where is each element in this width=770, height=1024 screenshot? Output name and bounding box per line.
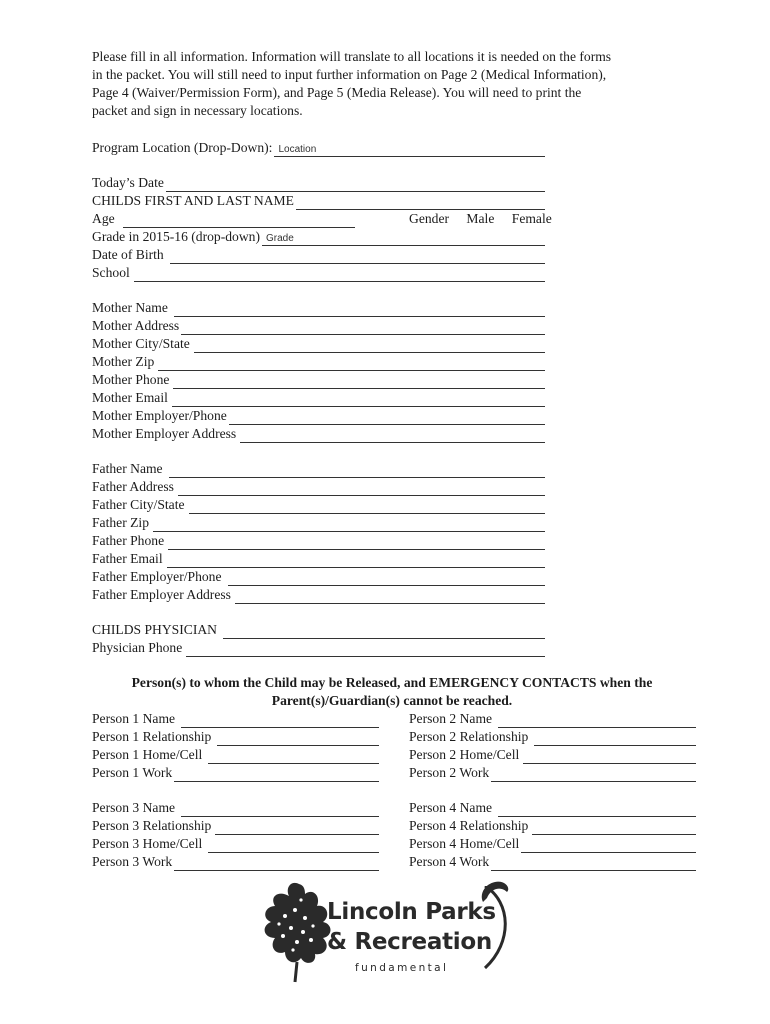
mother-zip-label: Mother Zip	[92, 354, 155, 369]
father-email-label: Father Email	[92, 551, 163, 566]
person2-work-field[interactable]	[491, 768, 696, 782]
person2-relationship-row	[409, 728, 696, 746]
grade-row	[92, 228, 545, 246]
mother-employer-address-label: Mother Employer Address	[92, 426, 237, 441]
father-email-field[interactable]	[167, 554, 545, 568]
physician-label: CHILDS PHYSICIAN	[92, 622, 217, 637]
person1-relationship-label: Person 1 Relationship	[92, 729, 212, 744]
person3-name-label: Person 3 Name	[92, 800, 176, 815]
person3-home-label: Person 3 Home/Cell	[92, 836, 203, 851]
person3-relationship-field[interactable]	[215, 821, 379, 835]
person4-relationship-field[interactable]	[532, 821, 696, 835]
father-employer-address-row	[92, 586, 545, 604]
mother-zip-row	[92, 353, 545, 371]
child-name-field[interactable]	[296, 196, 545, 210]
mother-employer-phone-row	[92, 407, 545, 425]
person4-work-field[interactable]	[491, 857, 696, 871]
grade-dropdown[interactable]	[262, 232, 545, 246]
person4-relationship-row	[409, 817, 696, 835]
person2-home-field[interactable]	[523, 750, 696, 764]
mother-email-row	[92, 389, 545, 407]
father-city-field[interactable]	[189, 500, 545, 514]
school-field[interactable]	[134, 268, 545, 282]
mother-phone-field[interactable]	[173, 375, 545, 389]
person1-work-row	[92, 764, 379, 782]
person1-work-field[interactable]	[174, 768, 379, 782]
logo-tagline: fundamental	[355, 962, 449, 974]
gender-options	[409, 210, 552, 228]
person2-home-row	[409, 746, 696, 764]
instructions-line: Page 4 (Waiver/Permission Form), and Page 5 (Media Release). You will need to print the	[92, 85, 582, 100]
father-city-label: Father City/State	[92, 497, 185, 512]
person4-work-row	[409, 853, 696, 871]
mother-employer-phone-field[interactable]	[229, 411, 545, 425]
grade-label: Grade in 2015-16 (drop-down)	[92, 229, 260, 244]
instructions-line: Please fill in all information. Information will translate to all locations it is needed on the forms	[92, 49, 612, 64]
person1-home-field[interactable]	[208, 750, 379, 764]
person1-name-row	[92, 710, 379, 728]
person2-relationship-field[interactable]	[534, 732, 696, 746]
physician-phone-field[interactable]	[186, 643, 545, 657]
father-zip-field[interactable]	[153, 518, 545, 532]
father-employer-address-label: Father Employer Address	[92, 587, 231, 602]
father-address-row	[92, 478, 545, 496]
school-label: School	[92, 265, 130, 280]
father-employer-address-field[interactable]	[235, 590, 545, 604]
emergency-contacts-heading	[92, 674, 692, 710]
person2-work-label: Person 2 Work	[409, 765, 490, 780]
school-row	[92, 264, 545, 282]
gender-label: Gender	[409, 211, 450, 226]
mother-name-row	[92, 299, 545, 317]
person4-name-field[interactable]	[498, 803, 696, 817]
logo-title-line2: & Recreation	[327, 929, 492, 955]
person4-home-row	[409, 835, 696, 853]
father-phone-label: Father Phone	[92, 533, 165, 548]
program-location-label: Program Location (Drop-Down):	[92, 140, 273, 155]
gender-female-option[interactable]: Female	[511, 211, 552, 226]
age-field[interactable]	[123, 214, 355, 228]
mother-employer-address-row	[92, 425, 545, 443]
mother-phone-row	[92, 371, 545, 389]
father-employer-phone-row	[92, 568, 545, 586]
mother-address-field[interactable]	[181, 321, 545, 335]
person2-home-label: Person 2 Home/Cell	[409, 747, 520, 762]
person3-home-row	[92, 835, 379, 853]
mother-employer-phone-label: Mother Employer/Phone	[92, 408, 227, 423]
mother-address-label: Mother Address	[92, 318, 180, 333]
dob-row	[92, 246, 545, 264]
father-name-row	[92, 460, 545, 478]
father-employer-phone-label: Father Employer/Phone	[92, 569, 222, 584]
mother-email-label: Mother Email	[92, 390, 168, 405]
program-location-dropdown[interactable]	[274, 143, 545, 157]
todays-date-row	[92, 174, 545, 192]
father-employer-phone-field[interactable]	[228, 572, 546, 586]
mother-city-row	[92, 335, 545, 353]
father-zip-label: Father Zip	[92, 515, 150, 530]
person3-name-field[interactable]	[181, 803, 379, 817]
mother-city-field[interactable]	[194, 339, 545, 353]
mother-address-row	[92, 317, 545, 335]
person4-home-label: Person 4 Home/Cell	[409, 836, 520, 851]
mother-name-label: Mother Name	[92, 300, 168, 315]
dob-label: Date of Birth	[92, 247, 164, 262]
mother-city-label: Mother City/State	[92, 336, 190, 351]
person3-work-field[interactable]	[174, 857, 379, 871]
father-name-label: Father Name	[92, 461, 163, 476]
grade-value: Grade	[266, 233, 294, 244]
child-name-row	[92, 192, 545, 210]
person3-relationship-label: Person 3 Relationship	[92, 818, 212, 833]
mother-name-field[interactable]	[174, 303, 545, 317]
person3-home-field[interactable]	[208, 839, 379, 853]
person1-name-field[interactable]	[181, 714, 379, 728]
person1-home-label: Person 1 Home/Cell	[92, 747, 203, 762]
person4-work-label: Person 4 Work	[409, 854, 490, 869]
father-address-label: Father Address	[92, 479, 174, 494]
person1-name-label: Person 1 Name	[92, 711, 176, 726]
person2-relationship-label: Person 2 Relationship	[409, 729, 529, 744]
child-name-label: CHILDS FIRST AND LAST NAME	[92, 193, 294, 208]
physician-row	[92, 621, 545, 639]
physician-phone-row	[92, 639, 545, 657]
age-row	[92, 210, 355, 228]
father-address-field[interactable]	[178, 482, 545, 496]
person1-work-label: Person 1 Work	[92, 765, 173, 780]
father-phone-row	[92, 532, 545, 550]
father-name-field[interactable]	[169, 464, 545, 478]
instructions-line: in the packet. You will still need to input further information on Page 2 (Medical Information),	[92, 67, 607, 82]
person2-name-field[interactable]	[498, 714, 696, 728]
person4-home-field[interactable]	[521, 839, 696, 853]
person3-name-row	[92, 799, 379, 817]
person3-work-label: Person 3 Work	[92, 854, 173, 869]
father-email-row	[92, 550, 545, 568]
person4-name-row	[409, 799, 696, 817]
mother-email-field[interactable]	[172, 393, 545, 407]
father-phone-field[interactable]	[168, 536, 545, 550]
gender-male-option[interactable]: Male	[466, 211, 495, 226]
instructions	[92, 48, 692, 120]
instructions-line: packet and sign in necessary locations.	[92, 103, 303, 118]
person2-name-label: Person 2 Name	[409, 711, 493, 726]
emergency-heading-line: Parent(s)/Guardian(s) cannot be reached.	[271, 693, 513, 708]
person2-work-row	[409, 764, 696, 782]
oak-leaf-icon	[255, 876, 335, 986]
person1-relationship-field[interactable]	[217, 732, 379, 746]
person3-relationship-row	[92, 817, 379, 835]
program-location-row	[92, 139, 545, 157]
father-city-row	[92, 496, 545, 514]
program-location-value: Location	[278, 144, 317, 155]
age-label: Age	[92, 211, 115, 226]
physician-field[interactable]	[223, 625, 545, 639]
person1-relationship-row	[92, 728, 379, 746]
lincoln-parks-logo	[255, 876, 515, 986]
person1-home-row	[92, 746, 379, 764]
mother-zip-field[interactable]	[158, 357, 545, 371]
dob-field[interactable]	[170, 250, 545, 264]
mother-employer-address-field[interactable]	[240, 429, 545, 443]
person4-name-label: Person 4 Name	[409, 800, 493, 815]
mother-phone-label: Mother Phone	[92, 372, 170, 387]
todays-date-label: Today’s Date	[92, 175, 164, 190]
physician-phone-label: Physician Phone	[92, 640, 183, 655]
father-zip-row	[92, 514, 545, 532]
logo-title-line1: Lincoln Parks	[327, 899, 496, 925]
person3-work-row	[92, 853, 379, 871]
emergency-heading-line: Person(s) to whom the Child may be Released, and EMERGENCY CONTACTS when the	[131, 675, 653, 690]
person4-relationship-label: Person 4 Relationship	[409, 818, 529, 833]
todays-date-field[interactable]	[166, 178, 545, 192]
person2-name-row	[409, 710, 696, 728]
